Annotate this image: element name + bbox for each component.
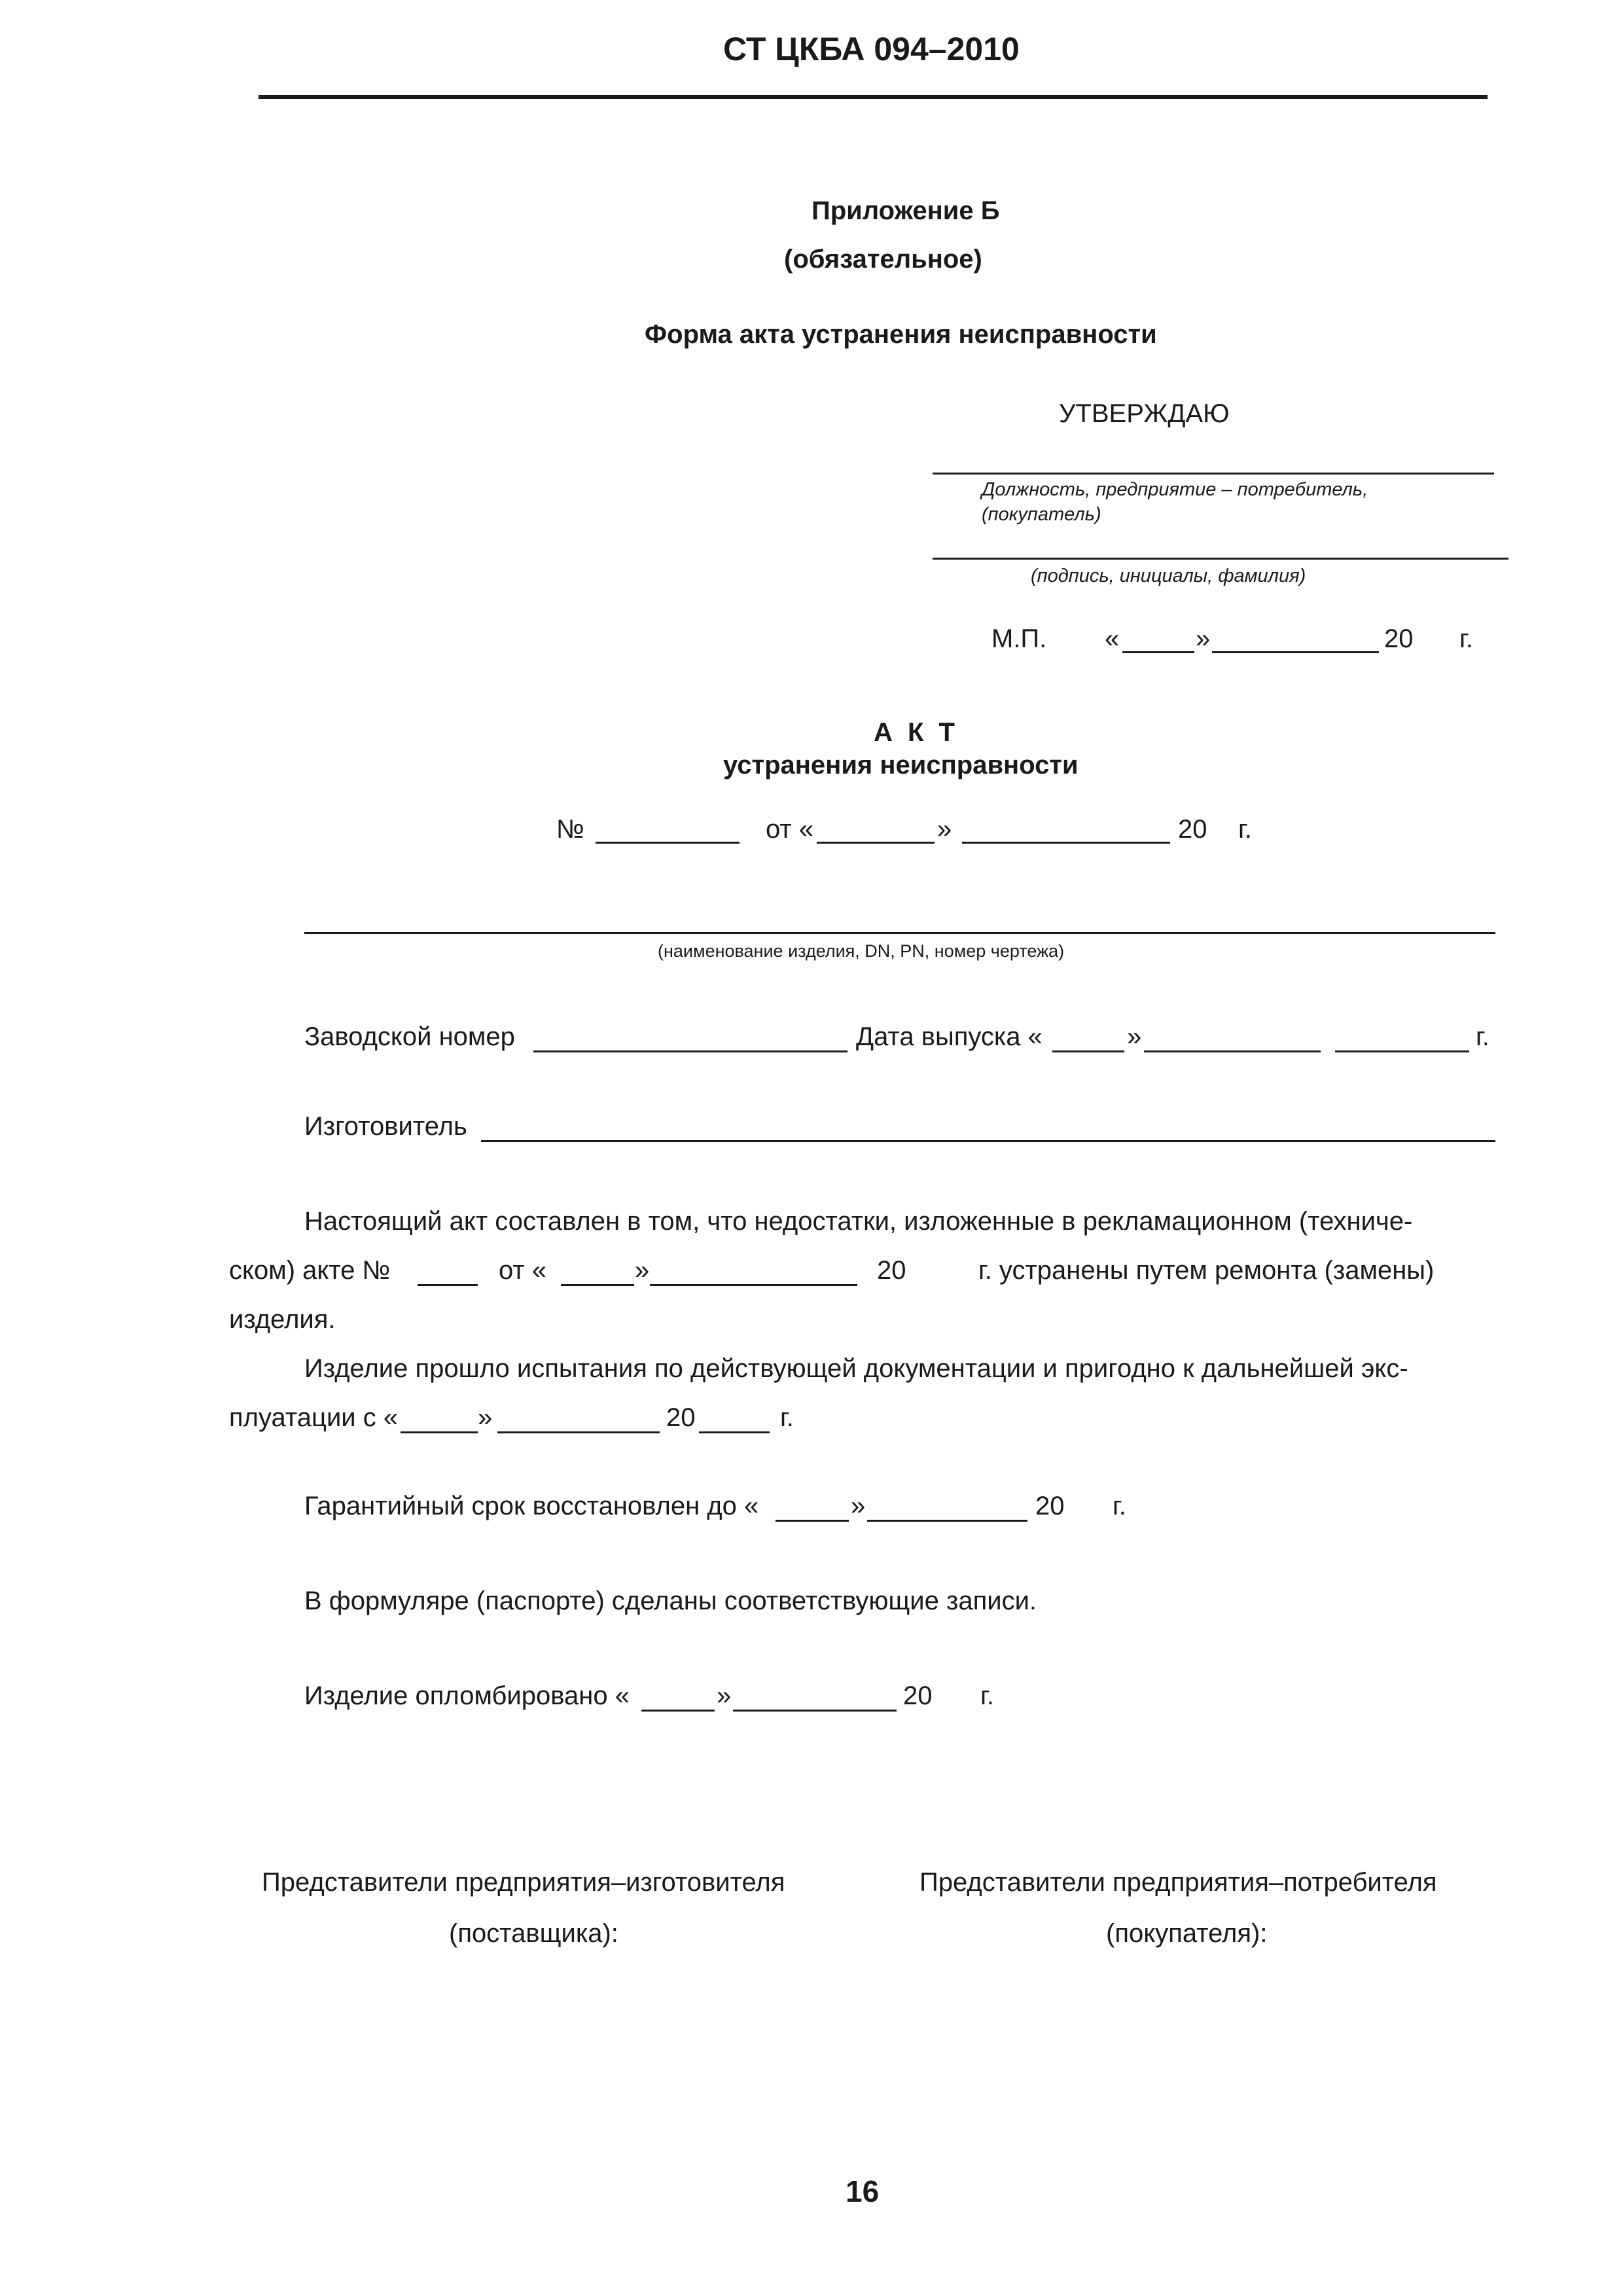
reclamation-day-blank	[561, 1284, 634, 1286]
paragraph-2-line-2b: »	[478, 1403, 493, 1432]
sealed-day-blank	[641, 1710, 715, 1712]
paragraph-1-line-1: Настоящий акт составлен в том, что недостатки, изложенные в рекламационном (техниче-	[304, 1207, 1413, 1236]
act-year: 20	[1178, 815, 1207, 844]
approval-day-blank	[1122, 651, 1194, 653]
release-year-suffix: г.	[1476, 1022, 1489, 1051]
records-statement: В формуляре (паспорте) сделаны соответствующие записи.	[304, 1587, 1037, 1615]
act-title: А К Т	[874, 718, 959, 747]
serial-number-label: Заводской номер	[304, 1022, 515, 1051]
manufacturer-representatives: Представители предприятия–изготовителя	[262, 1868, 785, 1897]
act-subtitle: устранения неисправности	[723, 751, 1079, 780]
warranty-close-quote: »	[851, 1492, 866, 1520]
release-day-blank	[1052, 1050, 1124, 1052]
paragraph-1-line-2d: 20	[877, 1256, 906, 1285]
act-day-blank	[817, 842, 935, 844]
sealed-label: Изделие опломбировано «	[304, 1681, 630, 1710]
stamp-label: М.П.	[991, 624, 1047, 653]
approval-year: 20	[1384, 624, 1414, 653]
approve-heading: УТВЕРЖДАЮ	[1059, 399, 1230, 428]
product-name-line	[304, 932, 1495, 934]
act-close-quote: »	[937, 815, 952, 844]
act-year-suffix: г.	[1238, 815, 1252, 844]
sealed-month-blank	[733, 1710, 897, 1712]
approval-year-suffix: г.	[1459, 624, 1473, 653]
warranty-day-blank	[776, 1520, 849, 1522]
serial-number-blank	[533, 1050, 847, 1052]
reclamation-month-blank	[650, 1284, 857, 1286]
release-month-blank	[1144, 1050, 1321, 1052]
appendix-title: Приложение Б	[812, 196, 1000, 225]
signature-line	[933, 558, 1508, 560]
release-close-quote: »	[1127, 1022, 1142, 1051]
form-title: Форма акта устранения неисправности	[645, 320, 1157, 349]
paragraph-1-line-2e: г. устранены путем ремонта (замены)	[978, 1256, 1435, 1285]
paragraph-2-line-2d: г.	[780, 1403, 794, 1432]
act-number-blank	[596, 842, 740, 844]
operation-month-blank	[497, 1431, 660, 1433]
consumer-representatives-note: (покупателя):	[1106, 1919, 1268, 1948]
manufacturer-label: Изготовитель	[304, 1112, 467, 1141]
operation-year-blank	[699, 1431, 770, 1433]
position-caption-1: Должность, предприятие – потребитель,	[982, 479, 1368, 500]
release-date-label: Дата выпуска «	[856, 1022, 1043, 1051]
approval-date-open-quote: «	[1105, 624, 1120, 653]
manufacturer-representatives-note: (поставщика):	[449, 1919, 618, 1948]
warranty-label: Гарантийный срок восстановлен до «	[304, 1492, 759, 1520]
manufacturer-blank	[481, 1140, 1495, 1142]
sealed-year-suffix: г.	[980, 1681, 994, 1710]
paragraph-1-line-2c: »	[635, 1256, 650, 1285]
paragraph-2-line-1: Изделие прошло испытания по действующей документации и пригодно к дальнейшей экс-	[304, 1354, 1408, 1383]
paragraph-2-line-2c: 20	[666, 1403, 696, 1432]
sealed-close-quote: »	[717, 1681, 732, 1710]
appendix-subtitle: (обязательное)	[784, 245, 982, 274]
header-rule	[259, 95, 1488, 99]
approval-month-blank	[1212, 651, 1379, 653]
act-month-blank	[962, 842, 1170, 844]
warranty-month-blank	[867, 1520, 1027, 1522]
page-number: 16	[846, 2174, 880, 2208]
warranty-year-suffix: г.	[1113, 1492, 1126, 1520]
paragraph-1-line-3: изделия.	[229, 1305, 336, 1334]
paragraph-1-line-2b: от «	[499, 1256, 547, 1285]
warranty-year: 20	[1035, 1492, 1065, 1520]
act-from-label: от «	[766, 815, 814, 844]
reclamation-number-blank	[418, 1284, 478, 1286]
position-caption-2: (покупатель)	[982, 504, 1101, 525]
sealed-year: 20	[903, 1681, 933, 1710]
product-caption: (наименование изделия, DN, PN, номер чертежа)	[658, 941, 1065, 961]
consumer-representatives: Представители предприятия–потребителя	[919, 1868, 1437, 1897]
document-code: СТ ЦКБА 094–2010	[723, 31, 1020, 67]
paragraph-1-line-2a: ском) акте №	[229, 1256, 391, 1285]
act-number-label: №	[556, 815, 584, 844]
signature-caption: (подпись, инициалы, фамилия)	[1031, 565, 1306, 586]
position-line	[933, 473, 1494, 475]
paragraph-2-line-2a: плуатации с «	[229, 1403, 399, 1432]
approval-date-close-quote: »	[1196, 624, 1211, 653]
operation-day-blank	[401, 1431, 478, 1433]
release-year-blank	[1335, 1050, 1469, 1052]
